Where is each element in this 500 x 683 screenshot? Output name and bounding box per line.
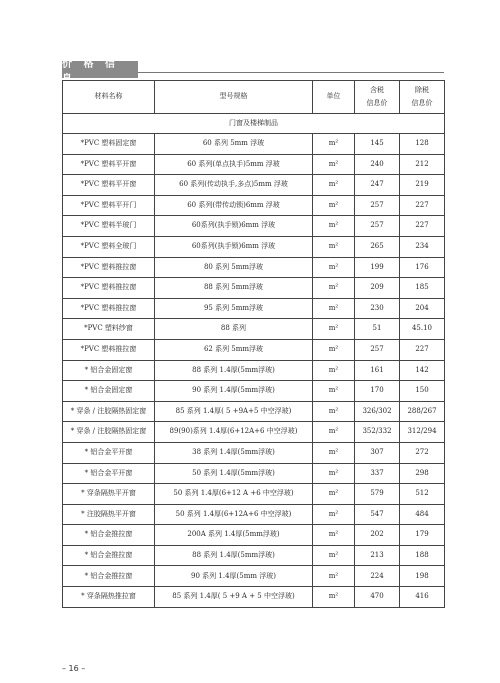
cell-tax-excluded-price: 176 [400, 257, 445, 278]
cell-material-name: * 铝合金平开窗 [63, 442, 155, 463]
cell-material-name: * 铝合金固定窗 [63, 360, 155, 381]
cell-material-name: * 铝合金固定窗 [63, 381, 155, 402]
cell-tax-excluded-price: 179 [400, 525, 445, 546]
cell-tax-included-price: 265 [355, 236, 400, 257]
cell-tax-excluded-price: 227 [400, 216, 445, 237]
cell-unit: m² [313, 257, 355, 278]
cell-tax-included-price: 257 [355, 195, 400, 216]
price-table [62, 80, 445, 608]
table-row [63, 236, 445, 257]
cell-tax-included-price: 547 [355, 504, 400, 525]
cell-model-spec: 89(90)系列 1.4厚(6+12A+6 中空浮玻) [155, 422, 313, 443]
cell-unit: m² [313, 195, 355, 216]
cell-tax-included-price: 352/332 [355, 422, 400, 443]
cell-model-spec: 88 系列 5mm浮玻 [155, 278, 313, 299]
cell-unit: m² [313, 216, 355, 237]
table-row [63, 381, 445, 402]
cell-unit: m² [313, 463, 355, 484]
table-row [63, 134, 445, 155]
table-body [63, 114, 445, 608]
cell-unit: m² [313, 381, 355, 402]
cell-tax-excluded-price: 298 [400, 463, 445, 484]
table-row [63, 175, 445, 196]
cell-material-name: * 铝合金推拉窗 [63, 545, 155, 566]
cell-tax-included-price: 199 [355, 257, 400, 278]
cell-tax-included-price: 145 [355, 134, 400, 155]
cell-unit: m² [313, 134, 355, 155]
cell-material-name: *PVC 塑料平开窗 [63, 175, 155, 196]
cell-tax-included-price: 247 [355, 175, 400, 196]
cell-tax-included-price: 470 [355, 587, 400, 608]
cell-unit: m² [313, 484, 355, 505]
cell-unit: m² [313, 154, 355, 175]
cell-tax-included-price: 326/302 [355, 401, 400, 422]
cell-model-spec: 90 系列 1.4厚(5mm浮玻) [155, 381, 313, 402]
header-tax-included-price [355, 81, 400, 114]
section-title: 价 格 信 息 [62, 61, 138, 78]
cell-material-name: * 穿条 / 注胶隔热固定窗 [63, 401, 155, 422]
table-row [63, 195, 445, 216]
cell-model-spec: 60 系列(带传动锁)6mm 浮玻 [155, 195, 313, 216]
cell-tax-excluded-price: 484 [400, 504, 445, 525]
table-row [63, 422, 445, 443]
header-unit: 单位 [313, 81, 355, 114]
table-row [63, 278, 445, 299]
cell-unit: m² [313, 175, 355, 196]
cell-tax-included-price: 213 [355, 545, 400, 566]
cell-tax-excluded-price: 142 [400, 360, 445, 381]
table-header-row [63, 81, 445, 114]
cell-model-spec: 90 系列 1.4厚(5mm 浮玻) [155, 566, 313, 587]
table-row [63, 566, 445, 587]
cell-material-name: * 铝合金平开窗 [63, 463, 155, 484]
cell-tax-excluded-price: 212 [400, 154, 445, 175]
header-tax-excluded-line2: 信息价 [411, 99, 433, 107]
cell-model-spec: 60系列(执手锁)6mm 浮玻 [155, 216, 313, 237]
cell-unit: m² [313, 587, 355, 608]
cell-tax-included-price: 579 [355, 484, 400, 505]
cell-material-name: * 穿条隔热平开窗 [63, 484, 155, 505]
cell-unit: m² [313, 504, 355, 525]
cell-unit: m² [313, 401, 355, 422]
cell-model-spec: 62 系列 5mm浮玻 [155, 339, 313, 360]
cell-material-name: *PVC 塑料平开门 [63, 195, 155, 216]
cell-tax-excluded-price: 312/294 [400, 422, 445, 443]
cell-tax-included-price: 257 [355, 216, 400, 237]
cell-model-spec: 85 系列 1.4厚( 5 +9 A + 5 中空浮玻) [155, 587, 313, 608]
cell-unit: m² [313, 442, 355, 463]
cell-material-name: *PVC 塑料半玻门 [63, 216, 155, 237]
cell-tax-excluded-price: 188 [400, 545, 445, 566]
cell-tax-included-price: 202 [355, 525, 400, 546]
cell-model-spec: 50 系列 1.4厚(6+12 A +6 中空浮玻) [155, 484, 313, 505]
cell-model-spec: 200A 系列 1.4厚(5mm浮玻) [155, 525, 313, 546]
cell-tax-included-price: 161 [355, 360, 400, 381]
cell-model-spec: 88 系列 1.4厚(5mm浮玻) [155, 360, 313, 381]
cell-tax-included-price: 209 [355, 278, 400, 299]
table-row [63, 545, 445, 566]
cell-tax-included-price: 257 [355, 339, 400, 360]
cell-tax-excluded-price: 227 [400, 339, 445, 360]
cell-tax-excluded-price: 128 [400, 134, 445, 155]
cell-unit: m² [313, 339, 355, 360]
cell-unit: m² [313, 278, 355, 299]
cell-model-spec: 88 系列 [155, 319, 313, 340]
cell-material-name: * 穿条 / 注胶隔热固定窗 [63, 422, 155, 443]
cell-material-name: * 注胶隔热平开窗 [63, 504, 155, 525]
cell-material-name: *PVC 塑料推拉窗 [63, 339, 155, 360]
table-row [63, 216, 445, 237]
cell-model-spec: 38 系列 1.4厚(5mm浮玻) [155, 442, 313, 463]
cell-unit: m² [313, 422, 355, 443]
cell-tax-excluded-price: 288/267 [400, 401, 445, 422]
cell-model-spec: 95 系列 5mm浮玻 [155, 298, 313, 319]
cell-tax-included-price: 337 [355, 463, 400, 484]
cell-tax-excluded-price: 219 [400, 175, 445, 196]
table-row [63, 257, 445, 278]
cell-tax-excluded-price: 272 [400, 442, 445, 463]
cell-unit: m² [313, 566, 355, 587]
cell-material-name: * 铝合金推拉窗 [63, 525, 155, 546]
cell-material-name: *PVC 塑料全玻门 [63, 236, 155, 257]
table-row [63, 525, 445, 546]
cell-material-name: *PVC 塑料推拉窗 [63, 278, 155, 299]
cell-tax-included-price: 230 [355, 298, 400, 319]
cell-tax-included-price: 51 [355, 319, 400, 340]
cell-material-name: *PVC 塑料平开窗 [63, 154, 155, 175]
cell-material-name: * 穿条隔热推拉窗 [63, 587, 155, 608]
cell-unit: m² [313, 525, 355, 546]
header-material-name: 材料名称 [63, 81, 155, 114]
cell-tax-included-price: 170 [355, 381, 400, 402]
table-row [63, 319, 445, 340]
cell-unit: m² [313, 298, 355, 319]
cell-tax-included-price: 240 [355, 154, 400, 175]
cell-tax-excluded-price: 45.10 [400, 319, 445, 340]
page-number: – 16 – [62, 664, 86, 673]
cell-model-spec: 85 系列 1.4厚( 5 +9A+5 中空浮玻) [155, 401, 313, 422]
cell-model-spec: 80 系列 5mm浮玻 [155, 257, 313, 278]
table-row [63, 484, 445, 505]
cell-model-spec: 60 系列 5mm 浮玻 [155, 134, 313, 155]
header-model-spec: 型号规格 [155, 81, 313, 114]
table-row [63, 339, 445, 360]
cell-material-name: *PVC 塑料推拉窗 [63, 298, 155, 319]
cell-material-name: *PVC 塑料纱窗 [63, 319, 155, 340]
cell-tax-included-price: 307 [355, 442, 400, 463]
header-tax-included-line1: 含税 [370, 85, 384, 94]
header-tax-included-line2: 信息价 [366, 99, 388, 107]
cell-tax-excluded-price: 227 [400, 195, 445, 216]
table-row [63, 154, 445, 175]
cell-model-spec: 88 系列 1.4厚(5mm浮玻) [155, 545, 313, 566]
cell-unit: m² [313, 236, 355, 257]
category-row [63, 114, 445, 134]
section-rule [138, 72, 444, 73]
table-row [63, 463, 445, 484]
cell-tax-included-price: 224 [355, 566, 400, 587]
cell-material-name: *PVC 塑料推拉窗 [63, 257, 155, 278]
cell-unit: m² [313, 319, 355, 340]
cell-unit: m² [313, 360, 355, 381]
header-tax-excluded-price [400, 81, 445, 114]
table-row [63, 504, 445, 525]
table-row [63, 298, 445, 319]
cell-tax-excluded-price: 234 [400, 236, 445, 257]
cell-material-name: *PVC 塑料固定窗 [63, 134, 155, 155]
cell-tax-excluded-price: 512 [400, 484, 445, 505]
cell-unit: m² [313, 545, 355, 566]
table-row [63, 587, 445, 608]
cell-model-spec: 50 系列 1.4厚(5mm浮玻) [155, 463, 313, 484]
cell-tax-excluded-price: 185 [400, 278, 445, 299]
cell-tax-excluded-price: 150 [400, 381, 445, 402]
header-tax-excluded-line1: 除税 [415, 85, 429, 94]
cell-material-name: * 铝合金推拉窗 [63, 566, 155, 587]
cell-tax-excluded-price: 204 [400, 298, 445, 319]
cell-tax-excluded-price: 198 [400, 566, 445, 587]
cell-model-spec: 60 系列(传动执手,多点)5mm 浮玻 [155, 175, 313, 196]
cell-model-spec: 50 系列 1.4厚(6+12A+6 中空浮玻) [155, 504, 313, 525]
cell-model-spec: 60 系列(单点执手)5mm 浮玻 [155, 154, 313, 175]
table-row [63, 360, 445, 381]
cell-tax-excluded-price: 416 [400, 587, 445, 608]
cell-model-spec: 60系列(执手锁)6mm 浮玻 [155, 236, 313, 257]
category-label: 门窗及楼梯制品 [63, 114, 445, 134]
table-row [63, 442, 445, 463]
table-row [63, 401, 445, 422]
